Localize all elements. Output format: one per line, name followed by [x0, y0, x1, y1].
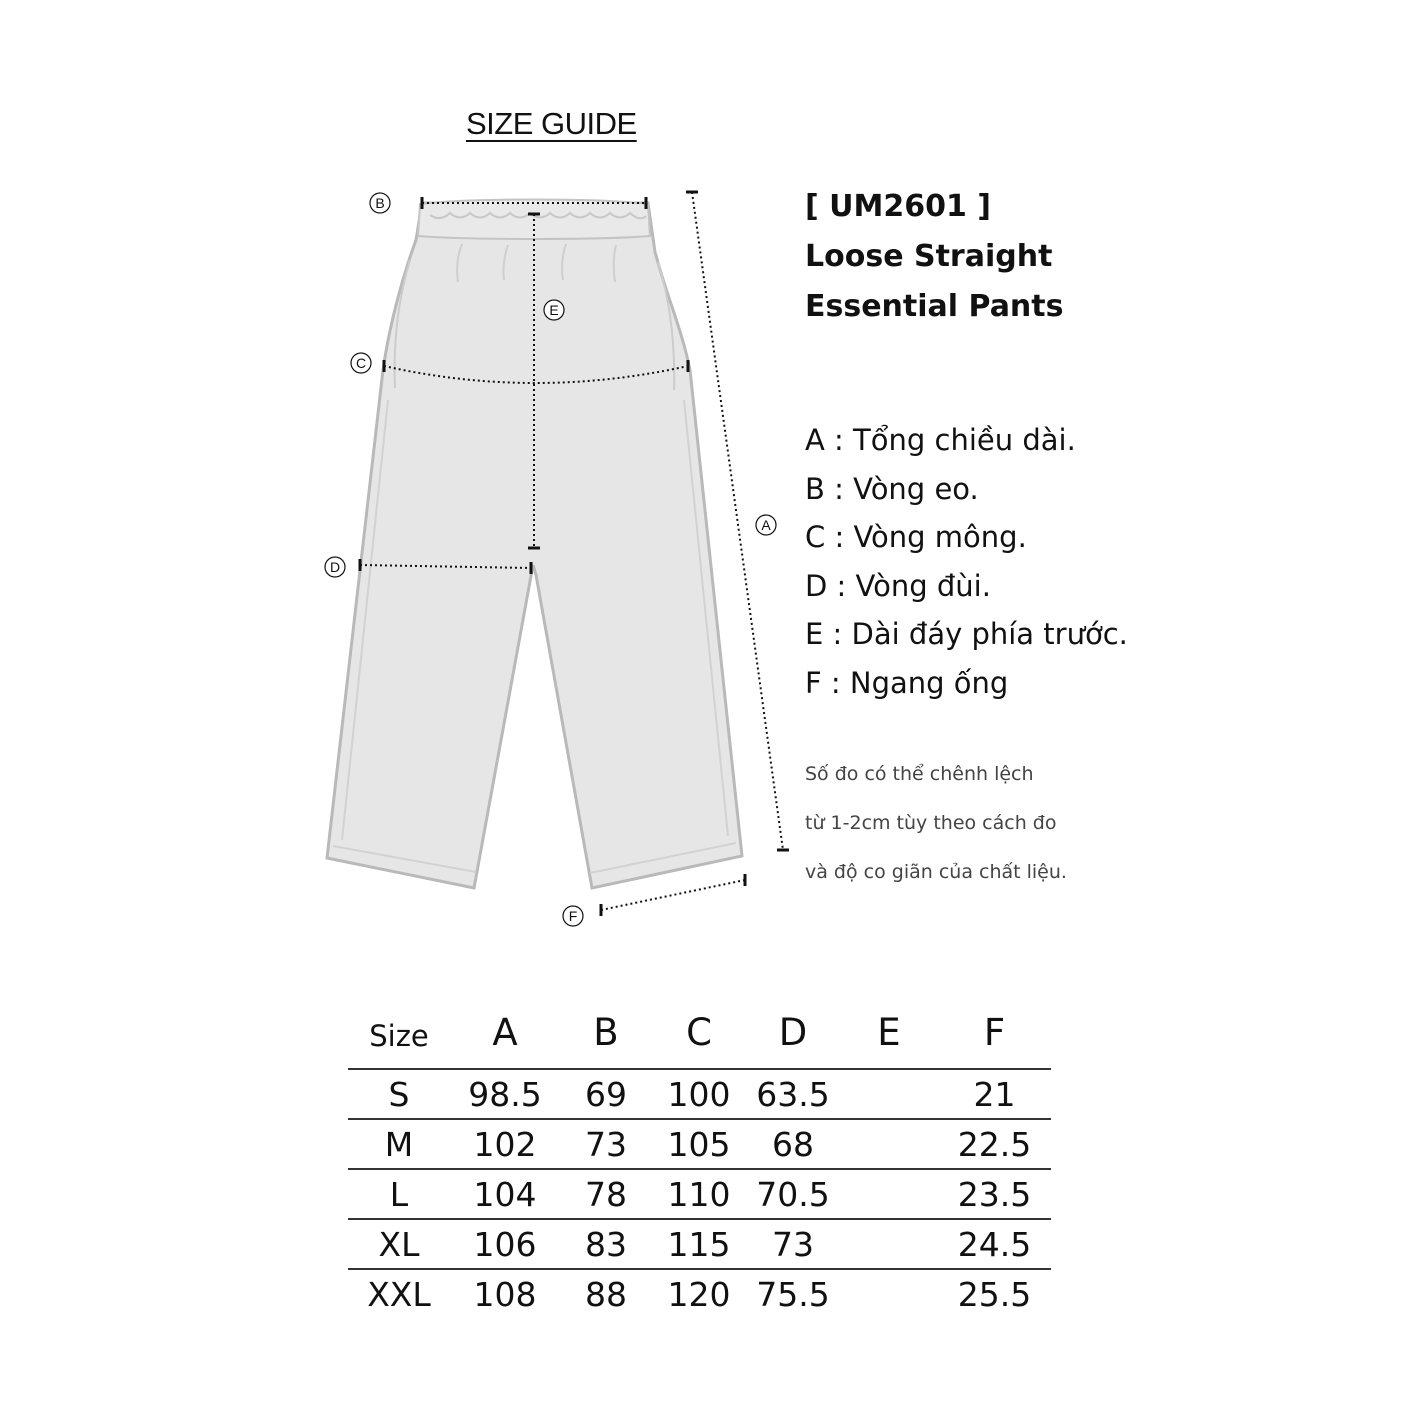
header-f: F	[983, 1010, 1006, 1054]
legend-item-f: F : Ngang ống	[805, 665, 1009, 700]
svg-text:D: D	[329, 559, 341, 575]
cell-a: 102	[450, 1119, 560, 1169]
cell-a: 98.5	[450, 1069, 560, 1119]
legend-item-c: C : Vòng mông.	[805, 520, 1027, 555]
note-line: từ 1-2cm tùy theo cách đo	[805, 812, 1057, 834]
header-c: C	[686, 1010, 712, 1054]
cell-d: 68	[746, 1119, 840, 1169]
cell-c: 100	[652, 1069, 746, 1119]
label-c-circle	[351, 353, 371, 373]
cell-b: 88	[560, 1269, 652, 1318]
cell-b: 69	[560, 1069, 652, 1119]
legend-item-b: B : Vòng eo.	[805, 471, 979, 506]
cell-f: 23.5	[938, 1169, 1051, 1219]
table-row	[348, 1269, 1051, 1318]
cell-b: 83	[560, 1219, 652, 1269]
cell-c: 110	[652, 1169, 746, 1219]
cell-e	[840, 1069, 938, 1119]
product-code: [ UM2601 ]	[805, 189, 992, 224]
cell-e	[840, 1269, 938, 1318]
label-e-circle	[544, 300, 564, 320]
cell-a: 106	[450, 1219, 560, 1269]
table-row	[348, 1119, 1051, 1169]
cell-f: 22.5	[938, 1119, 1051, 1169]
cell-d: 63.5	[746, 1069, 840, 1119]
label-f-circle	[563, 906, 583, 926]
product-name-line2: Essential Pants	[805, 289, 1064, 324]
cell-f: 21	[938, 1069, 1051, 1119]
svg-text:A: A	[761, 517, 771, 533]
cell-c: 120	[652, 1269, 746, 1318]
cell-size: XXL	[348, 1269, 450, 1318]
label-a-circle	[756, 515, 776, 535]
cell-d: 75.5	[746, 1269, 840, 1318]
cell-b: 78	[560, 1169, 652, 1219]
table-row	[348, 1169, 1051, 1219]
product-heading	[805, 182, 1064, 332]
cell-f: 24.5	[938, 1219, 1051, 1269]
cell-size: XL	[348, 1219, 450, 1269]
cell-size: S	[348, 1069, 450, 1119]
measurement-note	[805, 750, 1067, 897]
legend-item-e: E : Dài đáy phía trước.	[805, 617, 1128, 652]
cell-c: 105	[652, 1119, 746, 1169]
note-line: Số đo có thể chênh lệch	[805, 763, 1034, 785]
svg-text:F: F	[568, 908, 578, 924]
legend-item-d: D : Vòng đùi.	[805, 568, 991, 603]
header-a: A	[492, 1010, 518, 1054]
table-row	[348, 1069, 1051, 1119]
cell-f: 25.5	[938, 1269, 1051, 1318]
cell-size: M	[348, 1119, 450, 1169]
table-header-row	[348, 996, 1051, 1069]
cell-a: 104	[450, 1169, 560, 1219]
table-row	[348, 1219, 1051, 1269]
cell-d: 70.5	[746, 1169, 840, 1219]
header-size: Size	[369, 1019, 429, 1053]
header-b: B	[593, 1010, 619, 1054]
label-d-circle	[325, 557, 345, 577]
svg-text:B: B	[375, 195, 385, 211]
svg-text:E: E	[549, 302, 559, 318]
legend-item-a: A : Tổng chiều dài.	[805, 423, 1076, 457]
note-line: và độ co giãn của chất liệu.	[805, 861, 1067, 883]
product-name-line1: Loose Straight	[805, 239, 1053, 274]
cell-e	[840, 1169, 938, 1219]
page-title: SIZE GUIDE	[466, 106, 637, 141]
size-table	[348, 996, 1051, 1318]
cell-b: 73	[560, 1119, 652, 1169]
svg-text:C: C	[355, 355, 367, 371]
label-b-circle	[370, 193, 390, 213]
measurement-legend	[805, 416, 1128, 708]
header-d: D	[778, 1010, 808, 1054]
cell-a: 108	[450, 1269, 560, 1318]
cell-d: 73	[746, 1219, 840, 1269]
cell-e	[840, 1119, 938, 1169]
cell-c: 115	[652, 1219, 746, 1269]
cell-size: L	[348, 1169, 450, 1219]
header-e: E	[877, 1010, 901, 1054]
cell-e	[840, 1219, 938, 1269]
